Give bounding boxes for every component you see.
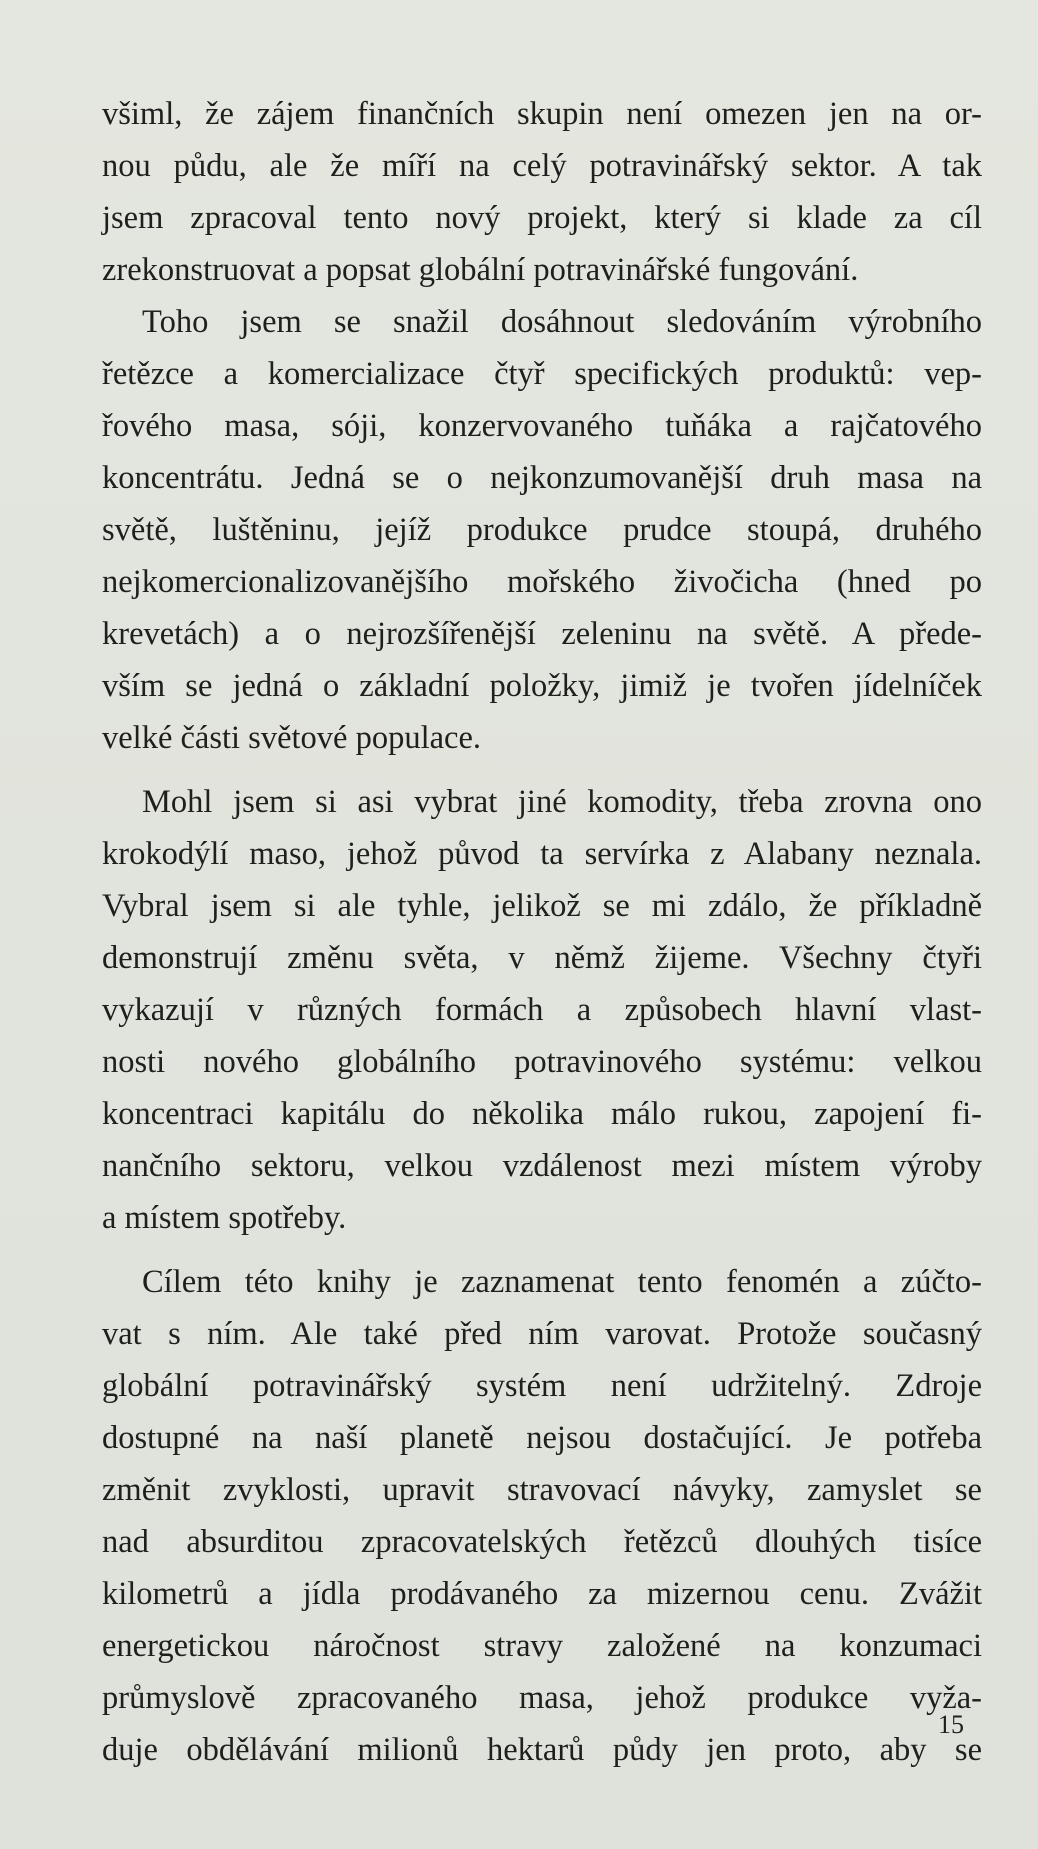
text-line: nančního sektoru, velkou vzdálenost mezi místem výroby xyxy=(102,1148,982,1184)
text-line: nou půdu, ale že míří na celý potravinářský sektor. A tak xyxy=(102,148,982,184)
text-line: vším se jedná o základní položky, jimiž je tvořen jídelníček xyxy=(102,668,982,704)
text-line: vykazují v různých formách a způsobech hlavní vlast- xyxy=(102,992,982,1028)
body-text xyxy=(102,88,982,1776)
text-line: nosti nového globálního potravinového systému: velkou xyxy=(102,1044,982,1080)
text-line: světě, luštěninu, jejíž produkce prudce stoupá, druhého xyxy=(102,512,982,548)
paragraph-3 xyxy=(102,776,982,1244)
paragraph-1 xyxy=(102,88,982,296)
text-line: nejkomercionalizovanějšího mořského živočicha (hned po xyxy=(102,564,982,600)
text-line: změnit zvyklosti, upravit stravovací návyky, zamyslet se xyxy=(102,1472,982,1508)
text-line: vat s ním. Ale také před ním varovat. Protože současný xyxy=(102,1316,982,1352)
text-line: duje obdělávání milionů hektarů půdy jen proto, aby se xyxy=(102,1732,982,1768)
text-line: krokodýlí maso, jehož původ ta servírka z Alabany neznala. xyxy=(102,836,982,872)
text-line: Mohl jsem si asi vybrat jiné komodity, třeba zrovna ono xyxy=(142,784,982,820)
page-number: 15 xyxy=(938,1710,964,1739)
text-line: nad absurditou zpracovatelských řetězců dlouhých tisíce xyxy=(102,1524,982,1560)
text-line: všiml, že zájem finančních skupin není omezen jen na or- xyxy=(102,96,982,132)
text-line: zrekonstruovat a popsat globální potravinářské fungování. xyxy=(102,252,859,288)
text-line: koncentraci kapitálu do několika málo rukou, zapojení fi- xyxy=(102,1096,982,1132)
text-line: Vybral jsem si ale tyhle, jelikož se mi zdálo, že příkladně xyxy=(102,888,982,924)
text-line: energetickou náročnost stravy založené na konzumaci xyxy=(102,1628,982,1664)
text-line: kilometrů a jídla prodávaného za mizernou cenu. Zvážit xyxy=(102,1576,982,1612)
paragraph-2 xyxy=(102,296,982,764)
text-line: řového masa, sóji, konzervovaného tuňáka a rajčatového xyxy=(102,408,982,444)
text-line: průmyslově zpracovaného masa, jehož produkce vyža- xyxy=(102,1680,982,1716)
text-line: jsem zpracoval tento nový projekt, který si klade za cíl xyxy=(102,200,982,236)
text-line: koncentrátu. Jedná se o nejkonzumovanější druh masa na xyxy=(102,460,982,496)
text-line: a místem spotřeby. xyxy=(102,1200,347,1236)
text-line: dostupné na naší planetě nejsou dostačující. Je potřeba xyxy=(102,1420,982,1456)
text-line: řetězce a komercializace čtyř specifických produktů: vep- xyxy=(102,356,982,392)
text-line: Toho jsem se snažil dosáhnout sledováním výrobního xyxy=(142,304,982,340)
paragraph-4 xyxy=(102,1256,982,1776)
text-line: globální potravinářský systém není udržitelný. Zdroje xyxy=(102,1368,982,1404)
text-line: demonstrují změnu světa, v němž žijeme. Všechny čtyři xyxy=(102,940,982,976)
text-line: Cílem této knihy je zaznamenat tento fenomén a zúčto- xyxy=(142,1264,982,1300)
text-line: krevetách) a o nejrozšířenější zeleninu na světě. A přede- xyxy=(102,616,982,652)
text-line: velké části světové populace. xyxy=(102,720,482,756)
